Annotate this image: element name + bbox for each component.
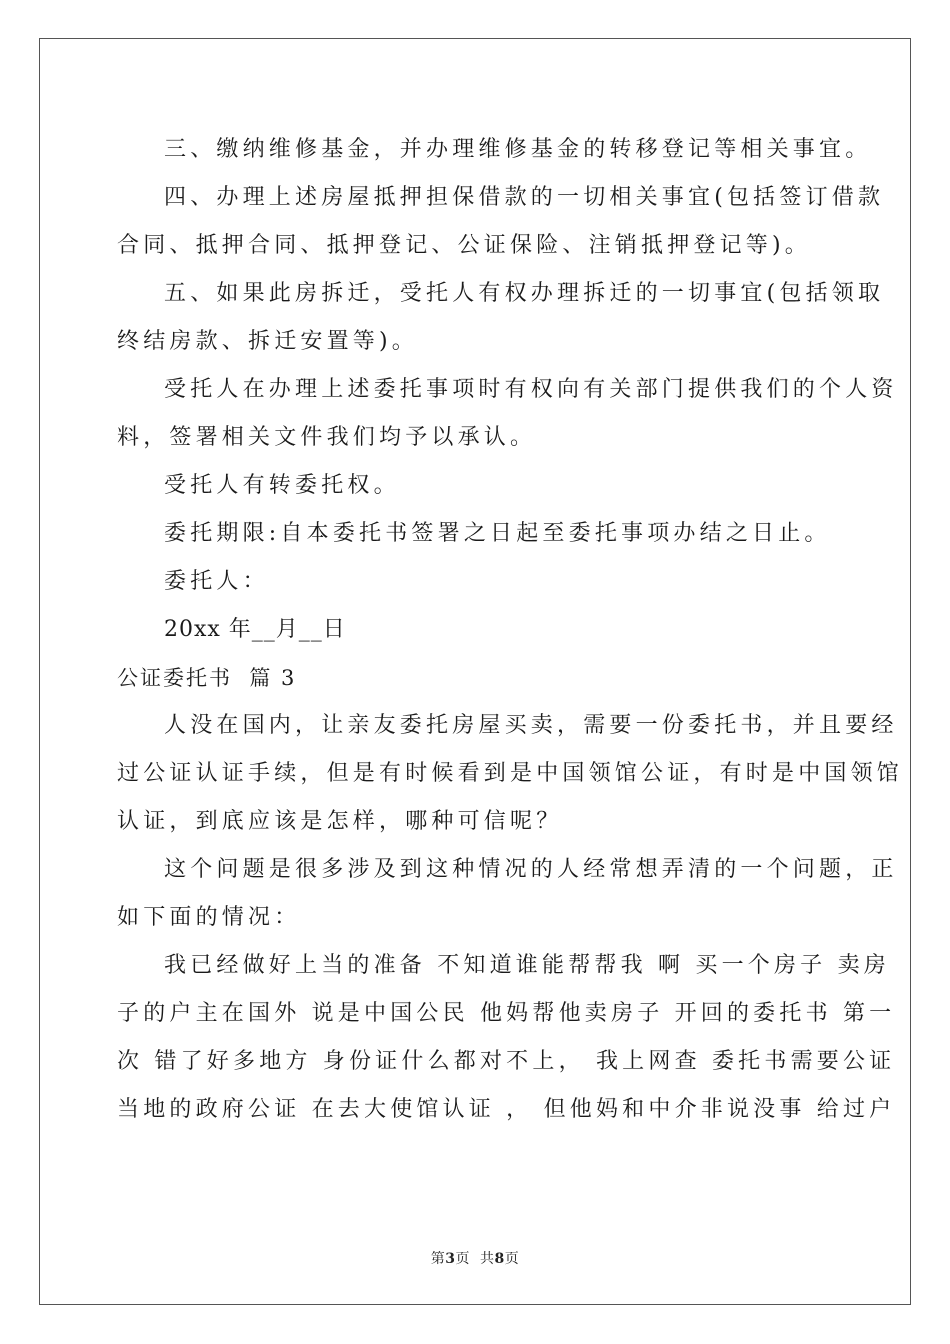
paragraph-line: 料，签署相关文件我们均予以承认。 — [117, 425, 537, 450]
paragraph-line: 这个问题是很多涉及到这种情况的人经常想弄清的一个问题，正 — [164, 857, 898, 882]
page-footer — [0, 1248, 950, 1268]
paragraph-line: 我已经做好上当的准备 不知道谁能帮帮我 啊 买一个房子 卖房 — [164, 953, 890, 978]
signature-label: 委托人： — [164, 569, 269, 594]
paragraph-line: 如下面的情况： — [117, 905, 301, 930]
paragraph-line: 受托人在办理上述委托事项时有权向有关部门提供我们的个人资 — [164, 377, 898, 402]
paragraph-line: 受托人有转委托权。 — [164, 473, 400, 498]
paragraph-line: 次 错了好多地方 身份证什么都对不上， 我上网查 委托书需要公证 — [117, 1049, 896, 1074]
document-body — [117, 126, 904, 1134]
paragraph-line: 过公证认证手续，但是有时候看到是中国领馆公证，有时是中国领馆 — [117, 761, 904, 786]
total-suffix: 页 — [504, 1251, 520, 1267]
paragraph-line: 合同、抵押合同、抵押登记、公证保险、注销抵押登记等)。 — [117, 233, 811, 258]
paragraph-line: 委托期限:自本委托书签署之日起至委托事项办结之日止。 — [164, 521, 831, 546]
date-line: 20xx 年__月__日 — [164, 617, 346, 642]
paragraph-line: 终结房款、拆迁安置等)。 — [117, 329, 418, 354]
section-heading: 公证委托书 篇 3 — [117, 666, 297, 690]
page-total: 8 — [494, 1251, 505, 1267]
page-current: 3 — [445, 1251, 456, 1267]
paragraph-line: 子的户主在国外 说是中国公民 他妈帮他卖房子 开回的委托书 第一 — [117, 1001, 896, 1026]
paragraph-line: 三、缴纳维修基金，并办理维修基金的转移登记等相关事宜。 — [164, 137, 872, 162]
paragraph-line: 人没在国内，让亲友委托房屋买卖，需要一份委托书，并且要经 — [164, 713, 898, 738]
paragraph-line: 认证，到底应该是怎样，哪种可信呢？ — [117, 809, 563, 834]
page-suffix: 页 — [455, 1251, 470, 1267]
total-prefix: 共 — [480, 1251, 495, 1267]
page-prefix: 第 — [430, 1251, 446, 1267]
paragraph-line: 五、如果此房拆迁，受托人有权办理拆迁的一切事宜(包括领取 — [164, 281, 885, 306]
paragraph-line: 当地的政府公证 在去大使馆认证 ， 但他妈和中介非说没事 给过户 — [117, 1097, 896, 1122]
paragraph-line: 四、办理上述房屋抵押担保借款的一切相关事宜(包括签订借款 — [164, 185, 885, 210]
